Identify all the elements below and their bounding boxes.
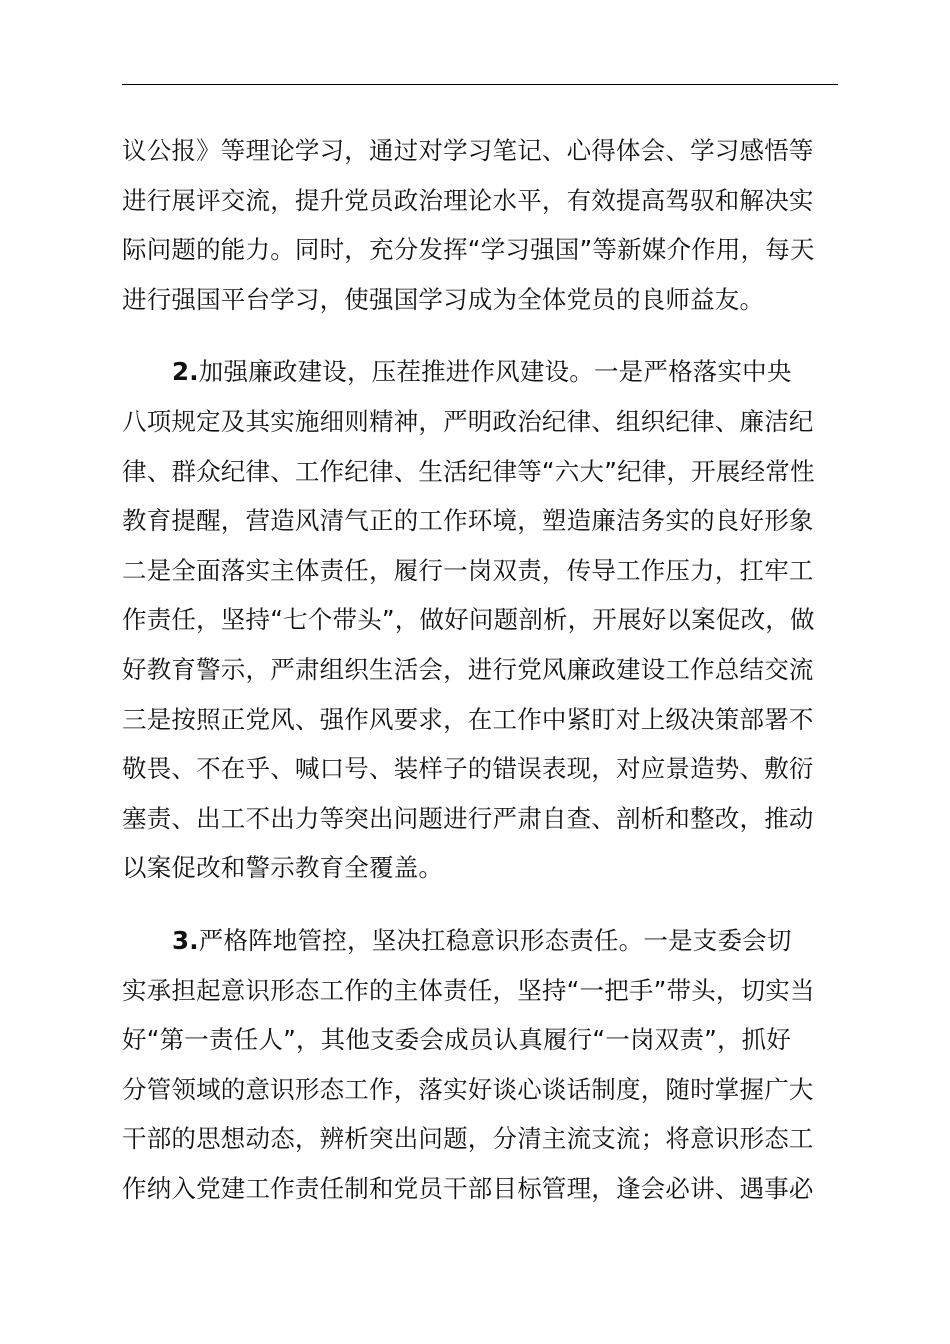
- text-line: 八项规定及其实施细则精神，严明政治纪律、组织纪律、廉洁纪: [122, 406, 814, 436]
- text-line: 作纳入党建工作责任制和党员干部目标管理，逢会必讲、遇事必: [122, 1173, 814, 1203]
- header-rule: [122, 84, 838, 85]
- paragraph-gap: [122, 893, 838, 916]
- text-line: 敬畏、不在乎、喊口号、装样子的错误表现，对应景造势、敷衍: [122, 754, 814, 784]
- text-line-content: 严格阵地管控，坚决扛稳意识形态责任。一是支委会切: [198, 925, 792, 955]
- text-line: 作责任，坚持“七个带头”，做好问题剖析，开展好以案促改，做: [122, 605, 815, 635]
- paragraph-number: 3.: [172, 925, 199, 955]
- text-line: 分管领域的意识形态工作，落实好谈心谈话制度，随时掌握广大: [122, 1074, 814, 1104]
- paragraph-gap: [122, 324, 838, 347]
- text-line: 三是按照正党风、强作风要求，在工作中紧盯对上级决策部署不: [122, 704, 814, 734]
- text-line: 教育提醒，营造风清气正的工作环境，塑造廉洁务实的良好形象: [122, 506, 814, 536]
- paragraph-3: [122, 916, 838, 1214]
- text-line: 进行强国平台学习，使强国学习成为全体党员的良师益友。: [122, 284, 765, 314]
- paragraph-number: 2.: [172, 357, 199, 387]
- text-line: 好“第一责任人”，其他支委会成员认真履行“一岗双责”，抓好: [122, 1025, 792, 1055]
- text-line: 塞责、出工不出力等突出问题进行严肃自查、剖析和整改，推动: [122, 803, 814, 833]
- text-line: 二是全面落实主体责任，履行一岗双责，传导工作压力，扛牢工: [122, 555, 814, 585]
- document-body: [122, 126, 838, 1213]
- text-line: 议公报》等理论学习，通过对学习笔记、心得体会、学习感悟等: [122, 136, 814, 165]
- text-line: 际问题的能力。同时，充分发挥“学习强国”等新媒介作用，每天: [122, 235, 815, 265]
- text-line: 干部的思想动态，辨析突出问题，分清主流支流；将意识形态工: [122, 1124, 814, 1154]
- text-line: 律、群众纪律、工作纪律、生活纪律等“六大”纪律，开展经常性: [122, 456, 815, 486]
- text-line: 实承担起意识形态工作的主体责任，坚持“一把手”带头，切实当: [122, 975, 815, 1005]
- paragraph-1: [122, 126, 838, 324]
- paragraph-2: [122, 347, 838, 893]
- text-line: 进行展评交流，提升党员政治理论水平，有效提高驾驭和解决实: [122, 185, 814, 215]
- text-line-content: 加强廉政建设，压茬推进作风建设。一是严格落实中央: [198, 357, 792, 387]
- text-line-first: [122, 916, 838, 966]
- text-line: 以案促改和警示教育全覆盖。: [122, 853, 444, 883]
- text-line: 好教育警示，严肃组织生活会，进行党风廉政建设工作总结交流: [122, 654, 814, 684]
- text-line-first: [122, 347, 838, 397]
